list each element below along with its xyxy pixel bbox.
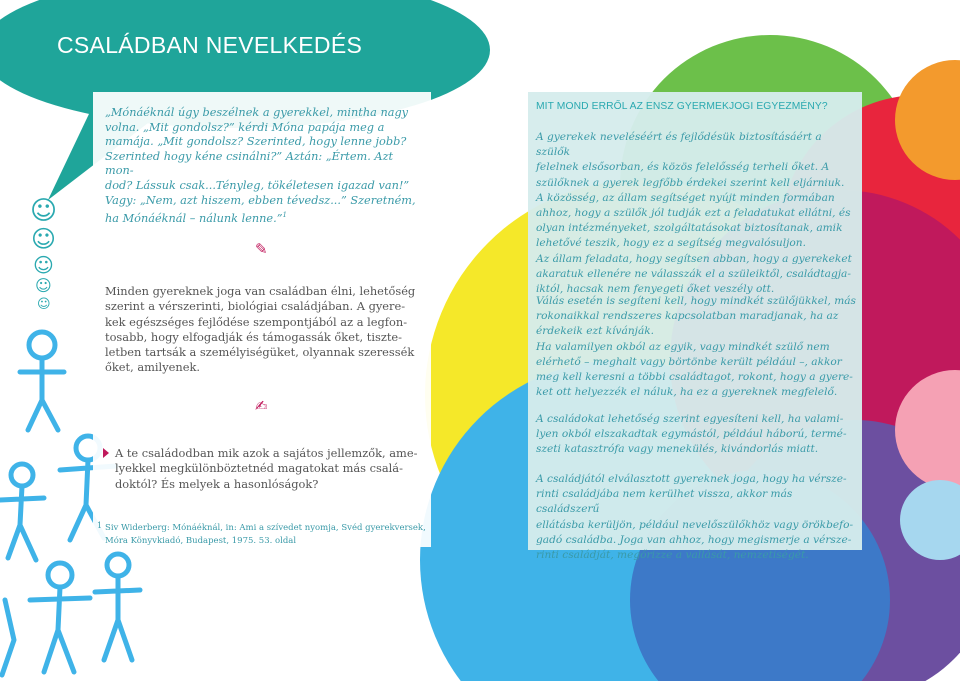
para-line: akaratuk ellenére ne válasszák el a szüleiktől, családtagja-	[536, 267, 851, 280]
para-line: iktól, hacsak nem fenyegeti őket veszély ott.	[536, 283, 775, 296]
smiley-icon: ☺	[30, 196, 58, 226]
para-line: szülőknek a gyerek legfőbb érdekei szerint kell eljárniuk.	[536, 176, 845, 189]
para-line: A családjától elválasztott gyereknek joga, hogy ha vérsze-	[536, 473, 847, 485]
para-line: meg kell keresni a többi családtagot, rokont, hogy a gyere-	[536, 371, 853, 384]
arrow-icon	[103, 448, 109, 458]
story-panel	[93, 92, 431, 547]
para-line: ket ott helyezzék el náluk, ha ez a gyereknek megfelelő.	[536, 386, 838, 399]
quote-line: volna. „Mit gondolsz?” kérdi Móna papája meg a	[105, 120, 385, 134]
question-text	[105, 446, 423, 492]
body-line: letben tartsák a személyiségüket, olyannak szeressék	[105, 345, 415, 360]
quote-line: Szerinted hogy kéne csinálni?” Aztán: „Értem. Azt mon-	[105, 149, 394, 178]
para-line: rinti családjába nem kerülhet vissza, akkor más családszerű	[536, 488, 793, 516]
footnote-number: 1	[97, 521, 103, 530]
para-line: szeti katasztrófa vagy menekülés, kivándorlás miatt.	[536, 443, 819, 456]
quote-line: mamája. „Mit gondolsz? Szerinted, hogy lenne jobb?	[105, 135, 407, 149]
quote-line: ha Mónáéknál – nálunk lenne.”	[105, 211, 283, 225]
question-line: doktól? És melyek a hasonlóságok?	[115, 476, 319, 491]
convention-para-1	[536, 130, 858, 297]
question-line: lyekkel megkülönböztetnéd magatokat más csalá-	[115, 461, 403, 476]
para-line: Ha valamilyen okból az egyik, vagy mindkét szülő nem	[536, 340, 830, 353]
para-line: olyan intézményeket, szolgáltatásokat biztosítanak, amik	[536, 222, 843, 235]
page-title: CSALÁDBAN NEVELKEDÉS	[57, 32, 363, 58]
question-line: A te családodban mik azok a sajátos jellemzők, ame-	[115, 446, 418, 460]
para-line: A gyerekek neveléséért és fejlődésük biztosításáért a szülők	[536, 131, 822, 159]
smiley-icon: ☺	[33, 253, 54, 277]
quote-line: dod? Lássuk csak...Tényleg, tökéletesen igazad van!”	[105, 178, 410, 192]
para-line: elérhető – meghalt vagy börtönbe került például –, akkor	[536, 355, 842, 368]
body-line: őket, amilyenek.	[105, 360, 200, 375]
para-line: ahhoz, hogy a szülők jól tudják ezt a feladatukat ellátni, és	[536, 207, 851, 220]
footnote-line: Móra Könyvkiadó, Budapest, 1975. 53. oldal	[105, 535, 297, 546]
para-line: érdekeik ezt kívánják.	[536, 325, 655, 338]
para-line: gadó családba. Joga van ahhoz, hogy megismerje a vérsze-	[536, 533, 852, 546]
para-line: rinti családját, megőrizze a vallását, nemzetiségét.	[536, 549, 809, 562]
para-line: felelnek elsősorban, és közös felelősség terheli őket. A	[536, 161, 830, 174]
convention-para-4	[536, 472, 858, 563]
para-line: rokonaikkal rendszeres kapcsolatban maradjanak, ha az	[536, 310, 839, 323]
para-line: lyen okból elszakadtak egymástól, például háború, termé-	[536, 428, 847, 441]
para-line: A közösség, az állam segítséget nyújt minden formában	[536, 191, 835, 204]
smiley-icon: ☺	[37, 297, 51, 312]
quote-line: „Mónáéknál úgy beszélnek a gyerekkel, mintha nagy	[105, 106, 409, 119]
body-line: tosabb, hogy elfogadják és támogassák őket, tiszte-	[105, 329, 402, 344]
smiley-icon: ☺	[35, 276, 52, 295]
convention-heading: MIT MOND ERRŐL AZ ENSZ GYERMEKJOGI EGYEZMÉNY?	[536, 101, 828, 112]
body-line: Minden gyereknek joga van családban élni, lehetőség	[105, 284, 416, 298]
pencil-icon: ✎	[255, 240, 268, 258]
body-text	[105, 284, 423, 376]
para-line: ellátásba kerüljön, például nevelőszülőkhöz vagy örökbefo-	[536, 518, 854, 531]
story-quote	[105, 106, 417, 227]
question-block	[105, 446, 423, 492]
footnote-ref: 1	[282, 211, 287, 220]
footnote-line: Siv Widerberg: Mónáéknál, in: Ami a szívedet nyomja, Svéd gyerekversek,	[105, 523, 426, 533]
quote-line: Vagy: „Nem, azt hiszem, ebben tévedsz...” Szeretném,	[105, 193, 416, 207]
convention-para-2	[536, 294, 858, 400]
para-line: Az állam feladata, hogy segítsen abban, hogy a gyerekeket	[536, 252, 852, 265]
footnote	[97, 521, 427, 547]
smiley-icon: ☺	[31, 225, 57, 253]
convention-para-3	[536, 412, 858, 458]
body-line: kek egészséges fejlődése szempontjából az a legfon-	[105, 314, 408, 329]
para-line: lehetővé teszik, hogy ez a segítség megvalósuljon.	[536, 237, 806, 250]
para-line: A családokat lehetőség szerint egyesíteni kell, ha valami-	[536, 413, 844, 425]
body-line: szerint a vérszerinti, biológiai családjában. A gyere-	[105, 299, 406, 314]
write-icon: ✍	[255, 397, 268, 415]
para-line: Válás esetén is segíteni kell, hogy mindkét szülőjükkel, más	[536, 295, 856, 307]
convention-panel	[528, 92, 862, 562]
